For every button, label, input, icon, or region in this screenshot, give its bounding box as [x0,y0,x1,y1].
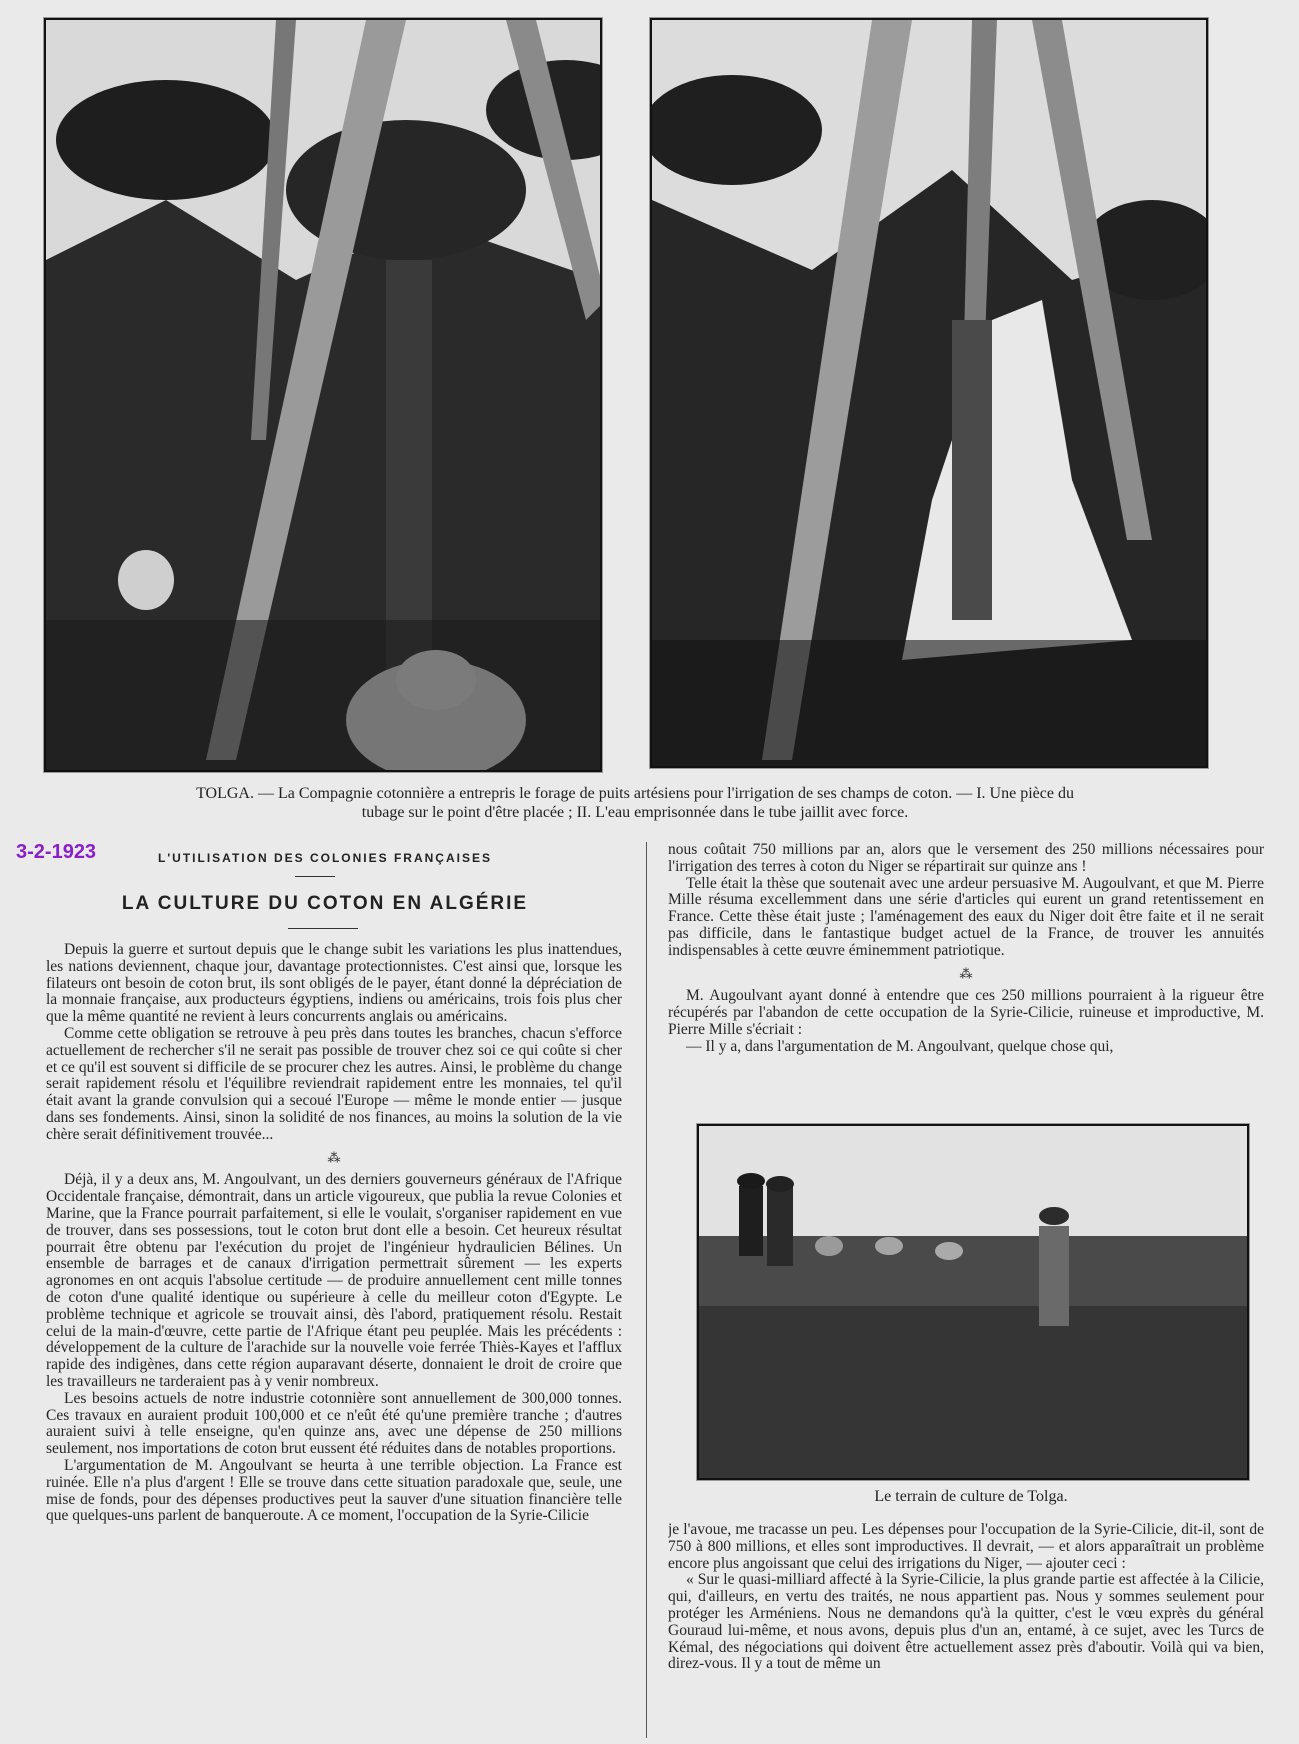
right-paragraph-4: — Il y a, dans l'argumentation de M. Angoulvant, quelque chose qui, [686,1037,1114,1055]
left-paragraph-5: L'argumentation de M. Angoulvant se heurta à une terrible objection. La France est ruinée. Elle n'a plus d'argent ! Elle se trouve dans cette situation paradoxale que, seule, une mise de fonds, pour des dépenses productives peut la sauver d'une situation financière telle que quelques-uns parlent de banqueroute. A ce moment, l'occupation de la Syrie-Cilicie [46,1456,622,1525]
right-paragraph-3: M. Augoulvant ayant donné à entendre que ces 250 millions pourraient à la rigueur être récupérés par l'abandon de cette occupation de la Syrie-Cilicie, ruineuse et improductive, M. Pierre Mille s'écriait : [668,987,1264,1038]
top-caption-line-2: tubage sur le point d'être placée ; II. L'eau emprisonnée dans le tube jaillit avec force. [361,804,909,821]
photo-cotton-field [697,1124,1249,1480]
photo-water-gushing [650,18,1208,768]
left-paragraph-1: Depuis la guerre et surtout depuis que le change subit les variations les plus inattendues, les nations deviennent, chaque jour, davantage protectionnistes. C'est ainsi que, lorsque les filateurs ont besoin de coton brut, ils sont obligés de le payer, étant donné la dépréciation de la monnaie française, aux producteurs égyptiens, indiens ou américains, trois fois plus cher que la même quantité ne revient à leurs concurrents anglais ou américains. [46,942,622,1026]
photo-cotton-field-drawing [699,1126,1247,1478]
left-paragraph-2: Comme cette obligation se retrouve à peu près dans toutes les branches, chacun s'efforce actuellement de rechercher s'il ne serait pas possible de trouver chez soi ce qui coûte si cher et ce qu'il est souvent si difficile de se procurer chez les autres. Ainsi, le problème du change serait rapidement résolu et l'équilibre reviendrait rapidement entre les monnaies, tel qu'il était avant la grande convulsion qui a secoué l'Europe — même le monde entier — jusque dans ses fondements. Ainsi, sinon la solidité de nos finances, au moins la solution de la vie chère serait définitivement trouvée... [46,1024,622,1143]
photo-well-pipe [44,18,602,772]
section-separator-stars: ⁂ [327,1149,341,1165]
article-right-column-top [668,842,1264,1100]
top-photo-caption [60,784,1210,822]
article-left-column [46,942,622,1737]
section-separator-stars-right: ⁂ [959,965,973,981]
right-paragraph-6: « Sur le quasi-milliard affecté à la Syrie-Cilicie, la plus grande partie est affectée à la Cilicie, qui, d'ailleurs, en vertu des traités, ne nous appartient pas. Nous y sommes seulement pour protéger les Arméniens. Nous ne demandons qu'à la quitter, c'est le vœu exprès du général Gouraud lui-même, et nous avons, depuis plus d'un an, entamé, à ce sujet, avec les Turcs de Kémal, des négociations qui doivent être actuellement assez près d'aboutir. Voilà qui va bien, direz-vous. Il y a tout de même un [668,1571,1264,1673]
left-paragraph-4: Les besoins actuels de notre industrie cotonnière sont annuellement de 300,000 tonnes. Ces travaux en auraient produit 100,000 et ce n'eût été qu'une première tranche ; d'autres auraient suivi à telle enseigne, qu'en quinze ans, avec une dépense de 250 millions seulement, nos importations de coton brut eussent été réduites dans de notables proportions. [46,1389,622,1458]
date-stamp: 3-2-1923 [16,841,97,863]
kicker-rule [295,876,335,877]
right-paragraph-5: je l'avoue, me tracasse un peu. Les dépenses pour l'occupation de la Syrie-Cilicie, dit-il, sont de 750 à 800 millions, et elles sont improductives. Il devrait, — et alors apparaîtrait un problème encore plus angoissant que celui des irrigations du Niger, — ajouter ceci : [668,1522,1264,1572]
top-caption-line-1: TOLGA. — La Compagnie cotonnière a entrepris le forage de puits artésiens pour l'irrigation de ses champs de coton. — I. Une pièce du [196,785,1074,802]
column-divider [646,842,647,1738]
field-photo-caption: Le terrain de culture de Tolga. [874,1488,1068,1505]
right-paragraph-2: Telle était la thèse que soutenait avec une ardeur persuasive M. Augoulvant, et que M. Pierre Mille résuma excellemment dans une série d'articles qui eurent un grand retentissement en France. Cette thèse était juste ; l'aménagement des eaux du Niger doit être faite et il ne serait pas difficile, dans le fantastique budget actuel de la France, de trouver les annuités indispensables à cette œuvre éminemment patriotique. [668,874,1264,959]
photo-water-gushing-drawing [652,20,1206,766]
left-paragraph-3: Déjà, il y a deux ans, M. Angoulvant, un des derniers gouverneurs généraux de l'Afrique Occidentale française, démontrait, dans un article vigoureux, que publia la revue Colonies et Marine, que la France pourrait parfaitement, si elle le voulait, s'organiser rapidement en vue de trouver, dans ses possessions, tout le coton brut dont elle a besoin. Cet heureux résultat pourrait être obtenu par l'exécution du projet de l'ingénieur hydraulicien Bélines. Un ensemble de barrages et de canaux d'irrigation permettrait sûrement — les experts agronomes en ont acquis l'absolue certitude — de produire annuellement cent mille tonnes de coton d'une qualité identique ou supérieure à celle du meilleur coton d'Egypte. Le problème technique et agricole se trouvait ainsi, dès l'abord, pratiquement résolu. Restait celui de la main-d'œuvre, cette partie de l'Afrique étant peu peuplée. Mais les précédents : développement de la culture de l'arachide sur la nouvelle voie ferrée Thiès-Kayes et l'afflux rapide des indigènes, dans cette région auparavant déserte, donnaient le droit de croire que les travailleurs ne tarderaient pas à y venir nombreux. [46,1171,622,1390]
headline-rule [288,928,358,929]
photo-well-pipe-drawing [46,20,600,770]
article-headline: LA CULTURE DU COTON EN ALGÉRIE [121,893,529,914]
article-kicker: L'UTILISATION DES COLONIES FRANÇAISES [158,851,492,865]
article-right-column-bottom [668,1522,1264,1738]
right-paragraph-1: nous coûtait 750 millions par an, alors que le versement des 250 millions nécessaires pour l'irrigation des terres à coton du Niger se répartirait sur quinze ans ! [668,842,1264,875]
